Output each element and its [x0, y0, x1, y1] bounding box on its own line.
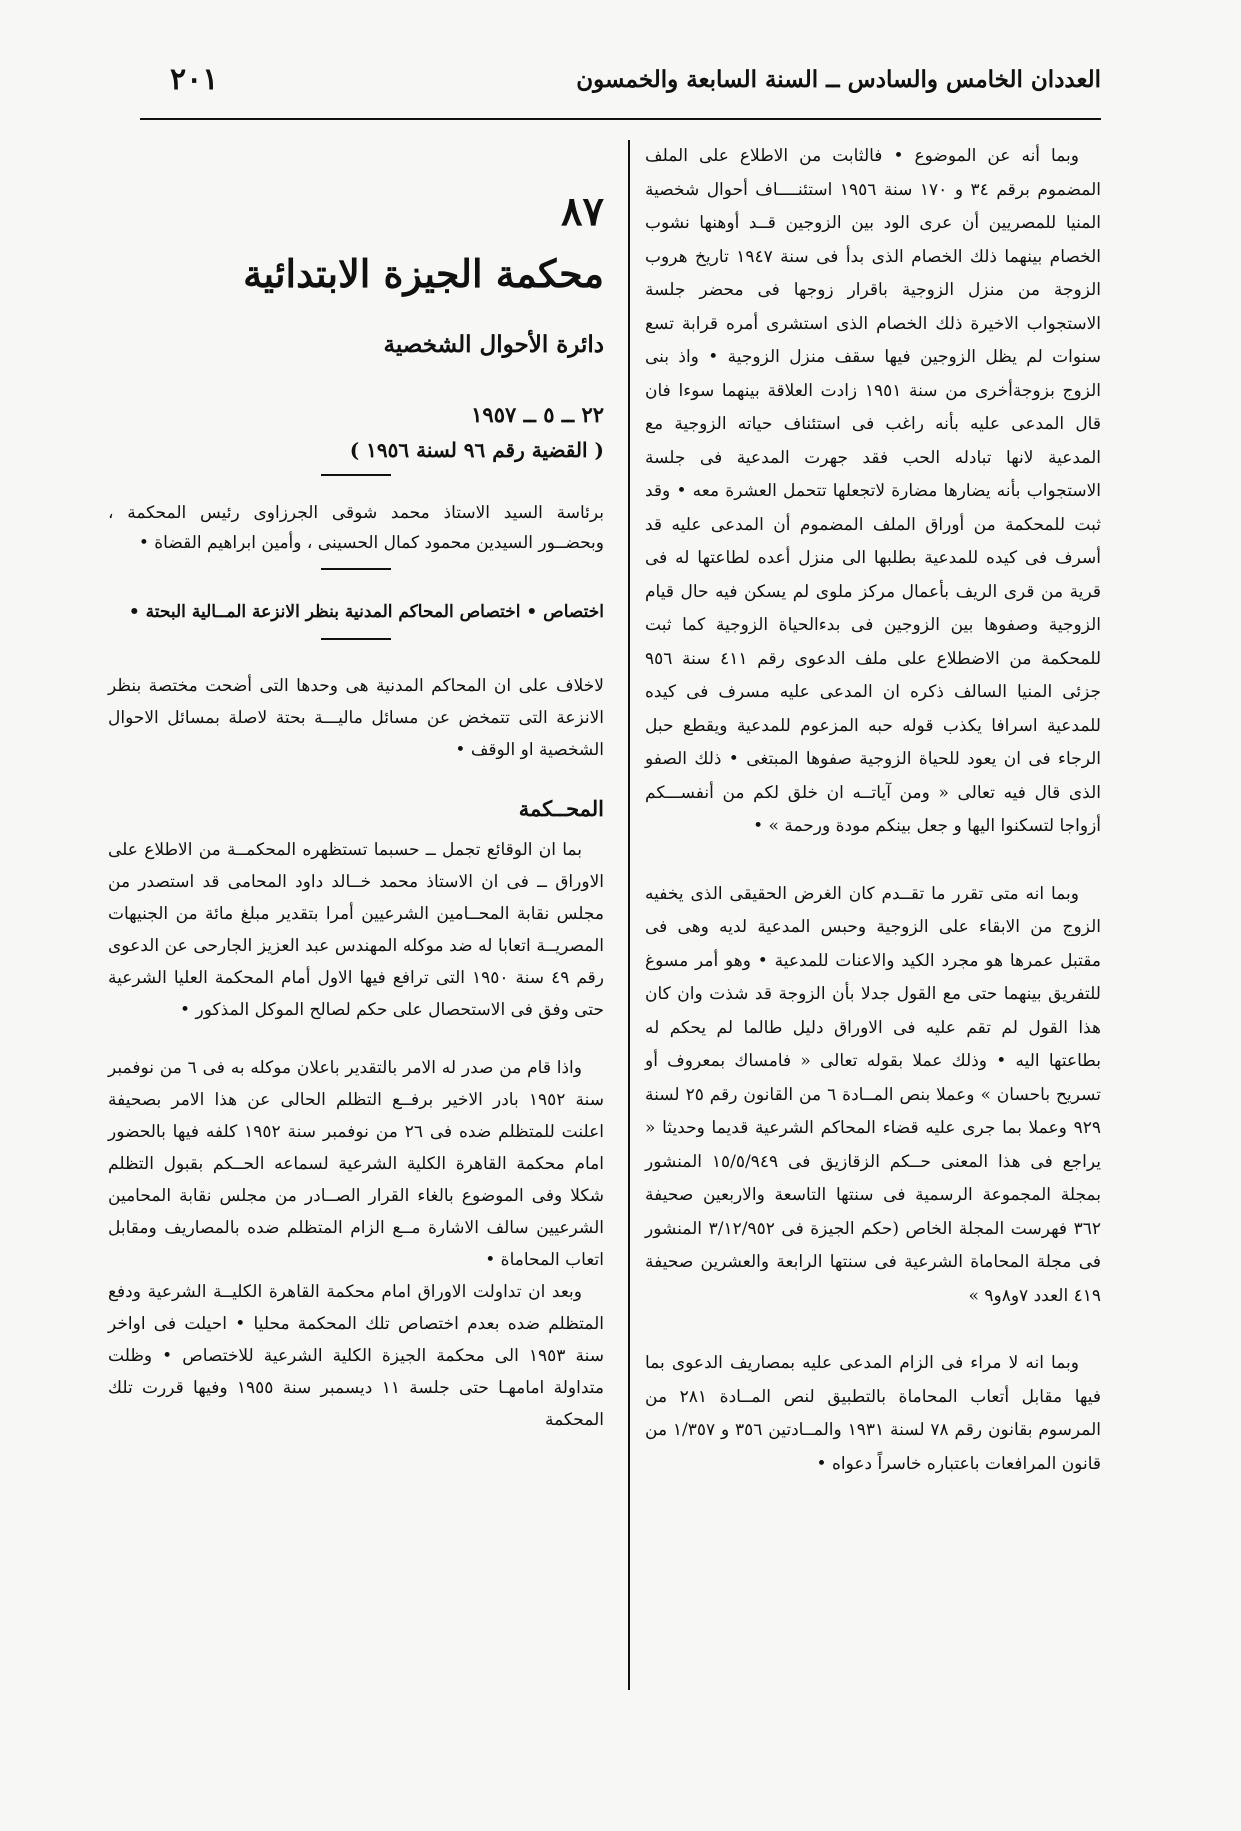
judgment-body	[108, 834, 604, 1436]
paragraph-costs: وبما انه لا مراء فى الزام المدعى عليه بمصاريف الدعوى بما فيها مقابل أتعاب المحاماة بالتطبيق لنص المــادة ٢٨١ من المرسوم بقانون رقم ٧٨ لسنة ١٩٣١ والمــادتين ٣٥٦ و ١/٣٥٧ من قانون المرافعات باعتباره خاسراً دعواه •	[645, 1353, 1101, 1474]
short-divider	[321, 638, 391, 640]
paragraph-facts: بما ان الوقائع تجمل ــ حسبما تستظهره المحكمــة من الاطلاع على الاوراق ــ فى ان الاستاذ محمد خــالد داود المحامى قد استصدر من مجلس نقابة المحــامين الشرعيين أمرا بتقدير مبلغ مائة من الجنيهات المصريــة اتعابا له ضد موكله المهندس عبد العزيز الجارحى عن الدعوى رقم ٤٩ سنة ١٩٥٠ التى ترافع فيها الاول أمام المحكمة العليا الشرعية حتى وفق فى الاستحصال على حكم لصالح الموكل المذكور •	[108, 840, 604, 1020]
short-divider	[321, 568, 391, 570]
court-circuit: دائرة الأحوال الشخصية	[383, 331, 604, 358]
case-reference: ( القضية رقم ٩٦ لسنة ١٩٥٦ )	[349, 438, 604, 462]
paragraph-marital-dispute: وبما أنه عن الموضوع • فالثابت من الاطلاع على الملف المضموم برقم ٣٤ و ١٧٠ سنة ١٩٥٦ استئنــــاف أحوال شخصية المنيا للمصريين أن عرى الود بين الزوجين قــد أوهنها نشوب الخصام بينهما ذلك الخصام الذى بدأ فى سنة ١٩٤٧ تاريخ هروب الزوجة من منزل الزوجية باقرار زوجها فى محضر جلسة الاستجواب الاخيرة ذلك الخصام الذى استشرى أمره قرابة تسع سنوات لم يظل الزوجين فيها سقف منزل الزوجية • واذ بنى الزوج بزوجةأخرى من سنة ١٩٥١ زادت العلاقة بينهما سوءا فان قال المدعى عليه بأنه راغب فى استئناف حياته الزوجية مع المدعية لانها تبادله الحب فقد جهرت المدعية فى جلسة الاستجواب بأنه يضارها مضارة لاتجعلها تتحمل العشرة معه • وقد ثبت للمحكمة من أوراق الملف المضموم أن المدعى عليه قد أسرف فى كيده للمدعية بطلبها الى منزل أعده لطاعتها له فى قرية من قرى الريف بأعمال مركز ملوى لم يسكن فيه حال قيام الزوجية وصفوها بين الزوجين فى بدءالحياة الزوجية كما ثبت للمحكمة من الاضطلاع على ملف الدعوى رقم ٤١١ سنة ٩٥٦ جزئى المنيا السالف ذكره ان المدعى عليه مسرف فى كيده للمدعية اسرافا يكذب قوله حبه المزعوم للمدعية ويقطع حبل الرجاء فى ان يعود للحياة الزوجية صفوها المبتغى • ذلك الصفو الذى قال فيه تعالى « ومن آياتــه ان خلق لكم من أنفســـكم أزواجا لتسكنوا اليها و جعل بينكم مودة ورحمة » •	[645, 146, 1101, 836]
left-column	[108, 140, 604, 1436]
court-heading: المحــكمة	[518, 796, 604, 821]
judgment-date: ٢٢ ــ ٥ ــ ١٩٥٧	[471, 402, 604, 427]
paragraph-procedure: وبعد ان تداولت الاوراق امام محكمة القاهرة الكليــة الشرعية ودفع المتظلم ضده بعدم اختصاص تلك المحكمة محليا • احيلت فى اواخر سنة ١٩٥٣ الى محكمة الجيزة الكلية الشرعية للاختصاص • وظلت متداولة امامهـا حتى جلسة ١١ ديسمبر سنة ١٩٥٥ وفيها قررت تلك المحكمة	[108, 1282, 604, 1430]
paragraph-divorce-justification: وبما انه متى تقرر ما تقــدم كان الغرض الحقيقى الذى يخفيه الزوج من الابقاء على الزوجية وحبس المدعية لديه وهى فى مقتبل عمرها هو مجرد الكيد والاعنات للمدعية • وهو أمر مسوغ للتفريق بينهما حتى مع القول جدلا بأن الزوجة قد شذت وان كان هذا القول لم تقم عليه فى الاوراق دليل طالما لم يحكم له بطاعتها اليه • وذلك عملا بقوله تعالى « فامساك بمعروف أو تسريح باحسان » وعملا بنص المــادة ٦ من القانون رقم ٢٥ لسنة ٩٢٩ وعملا بما جرى عليه قضاء المحاكم الشرعية قديما وحديثا « يراجع فى هذا المعنى حــكم الزقازيق فى ١٥/٥/٩٤٩ المنشور بمجلة المجموعة الرسمية فى سنتها التاسعة والاربعين صحيفة ٣٦٢ فهرست المجلة الخاص (حكم الجيزة فى ٣/١٢/٩٥٢ المنشور فى مجلة المحاماة الشرعية فى سنتها الرابعة والعشرين صحيفة ٤١٩ العدد ٧و٨و٩ »	[645, 883, 1102, 1306]
paragraph-appeal: واذا قام من صدر له الامر بالتقدير باعلان موكله به فى ٦ من نوفمبر سنة ١٩٥٢ بادر الاخير برفــع التظلم الحالى عن هذا الامر بصحيفة اعلنت للمتظلم ضده فى ٢٦ من نوفمبر سنة ١٩٥٢ كلفه فيها بالحضور امام محكمة القاهرة الكلية الشرعية لسماعه الحــكم بقبول التظلم شكلا وفى الموضوع بالغاء القرار الصــادر من مجلس نقابة المحامين الشرعيين سالف الاشارة مــع الزام المتظلم ضده بالمصاريف ومقابل اتعاب المحاماة •	[108, 1058, 604, 1270]
short-divider	[321, 474, 391, 476]
court-presidency: برئاسة السيد الاستاذ محمد شوقى الجرزاوى رئيس المحكمة ، وبحضــور السيدين محمود كمال الحسينى ، وأمين ابراهيم القضاة •	[108, 503, 604, 553]
page-number: ٢٠١	[170, 62, 219, 97]
column-divider	[628, 140, 630, 1690]
legal-principle: لاخلاف على ان المحاكم المدنية هى وحدها التى أضحت مختصة بنظر الانزعة التى تتمخض عن مسائل ماليـــة بحتة لاصلة بمسائل الاحوال الشخصية او الوقف •	[108, 676, 604, 760]
court-name: محكمة الجيزة الابتدائية	[243, 251, 604, 296]
header-divider	[140, 118, 1101, 120]
case-subject: اختصاص • اختصاص المحاكم المدنية بنظر الانزعة المــالية البحتة •	[128, 602, 604, 622]
page-header	[140, 62, 1101, 102]
right-column	[645, 140, 1101, 1481]
case-number: ٨٧	[561, 188, 604, 235]
journal-issue-title: العددان الخامس والسادس ــ السنة السابعة والخمسون	[576, 66, 1101, 93]
